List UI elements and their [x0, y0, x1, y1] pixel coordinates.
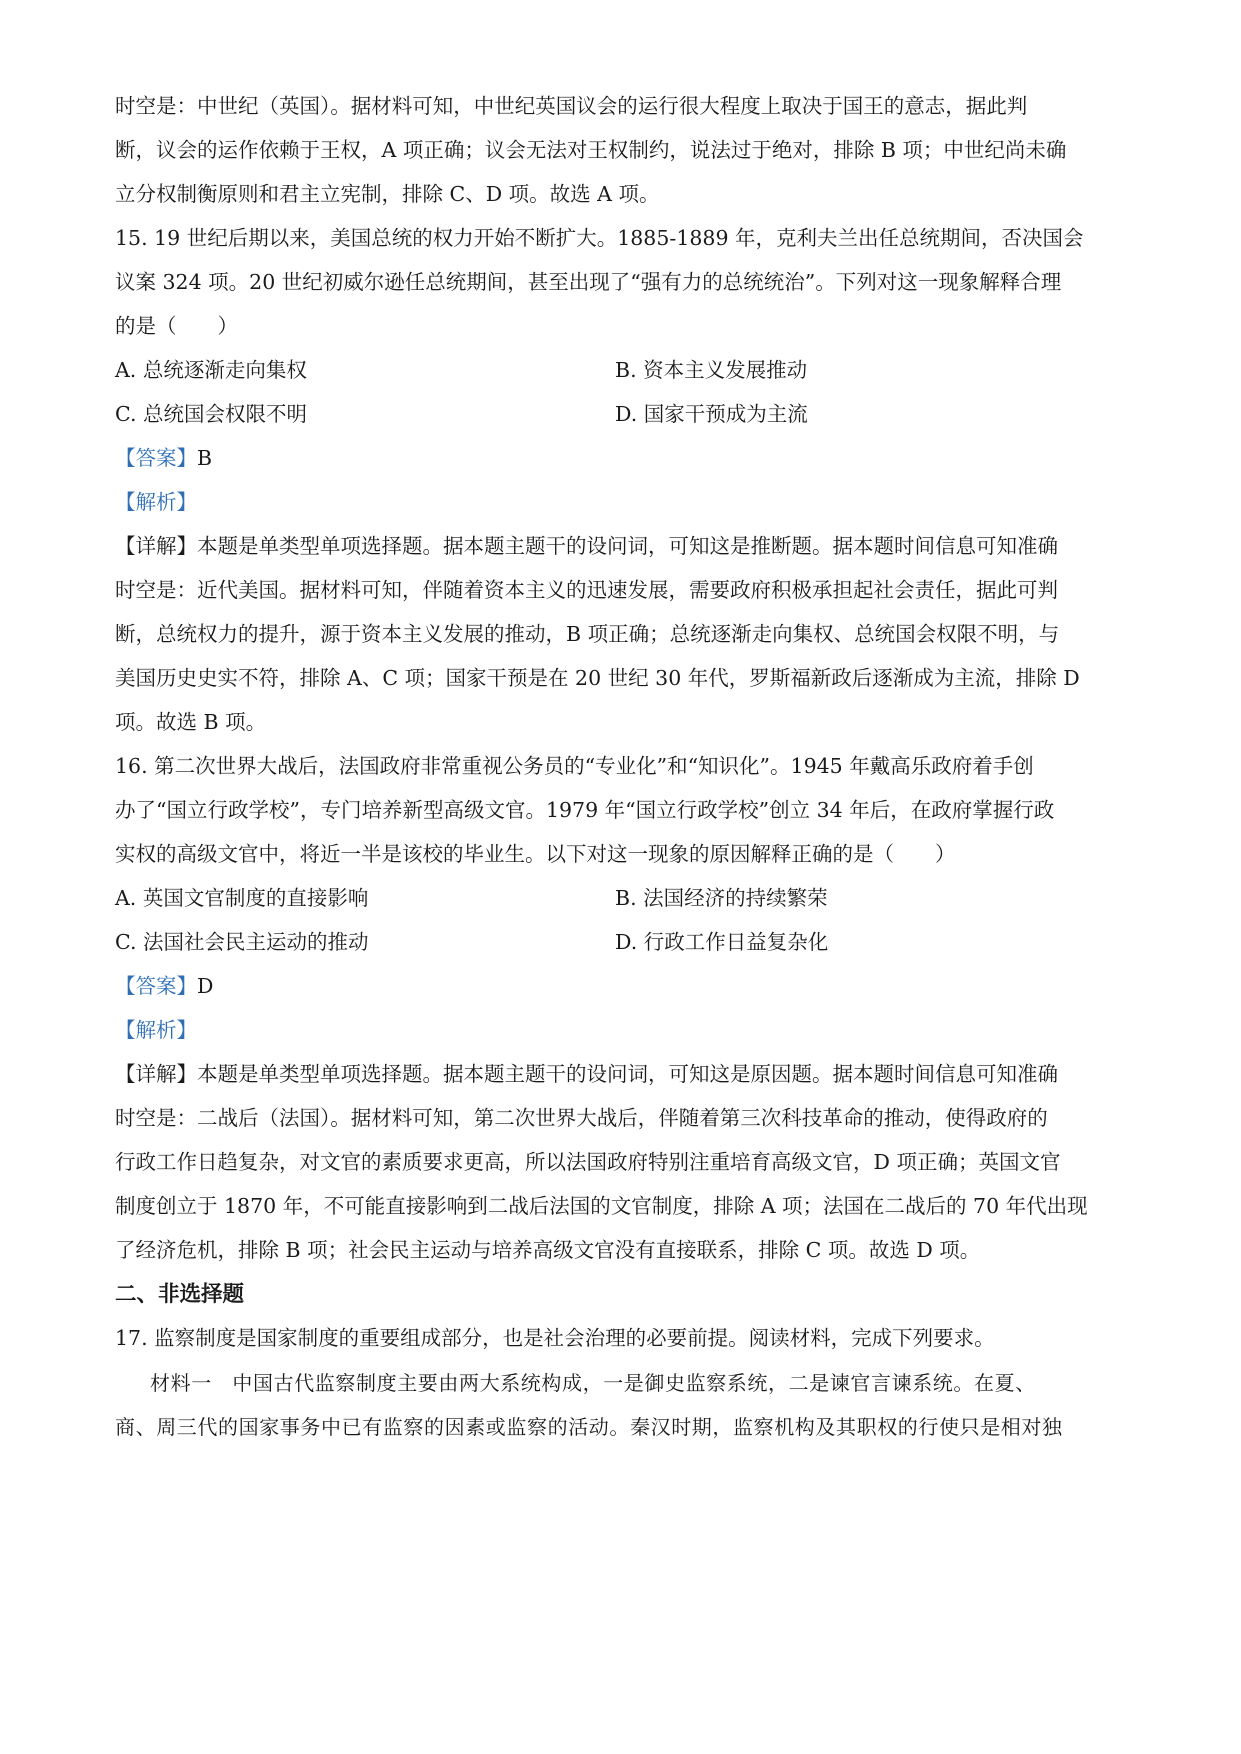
q15-detail-line: 美国历史史实不符，排除 A、C 项；国家干预是在 20 世纪 30 年代，罗斯福新政后逐渐成为主流，排除 D [115, 666, 1080, 690]
q15-option-c: C. 总统国会权限不明 [115, 402, 307, 426]
q15-stem-line: 议案 324 项。20 世纪初威尔逊任总统期间，甚至出现了“强有力的总统统治”。下列对这一现象解释合理 [115, 270, 1062, 294]
q16-option-b: B. 法国经济的持续繁荣 [615, 886, 828, 910]
q15-detail-line: 时空是：近代美国。据材料可知，伴随着资本主义的迅速发展，需要政府积极承担起社会责任，据此可判 [115, 578, 1058, 602]
detail-tag: 【详解】 [115, 1062, 197, 1086]
detail-text: 本题是单类型单项选择题。据本题主题干的设问词，可知这是原因题。据本题时间信息可知准确 [197, 1062, 1058, 1086]
q16-detail-line: 行政工作日趋复杂，对文官的素质要求更高，所以法国政府特别注重培育高级文官，D 项正确；英国文官 [115, 1150, 1061, 1174]
analysis-tag: 【解析】 [115, 490, 197, 514]
q15-analysis [115, 492, 197, 513]
q16-answer [115, 976, 213, 997]
q15-option-d: D. 国家干预成为主流 [615, 402, 808, 426]
q15-option-a: A. 总统逐渐走向集权 [115, 358, 307, 382]
q15-stem-line: 15. 19 世纪后期以来，美国总统的权力开始不断扩大。1885-1889 年，克利夫兰出任总统期间，否决国会 [115, 226, 1084, 250]
q15-answer [115, 448, 212, 469]
q14-detail-line: 立分权制衡原则和君主立宪制，排除 C、D 项。故选 A 项。 [115, 182, 660, 206]
q16-stem-line: 实权的高级文官中，将近一半是该校的毕业生。以下对这一现象的原因解释正确的是（ ） [115, 842, 956, 866]
answer-tag: 【答案】 [115, 974, 197, 998]
q15-option-b: B. 资本主义发展推动 [615, 358, 808, 382]
q16-detail-line: 制度创立于 1870 年，不可能直接影响到二战后法国的文官制度，排除 A 项；法国在二战后的 70 年代出现 [115, 1194, 1088, 1218]
q16-option-a: A. 英国文官制度的直接影响 [115, 886, 369, 910]
q16-detail-line: 时空是：二战后（法国）。据材料可知，第二次世界大战后，伴随着第三次科技革命的推动，使得政府的 [115, 1106, 1048, 1130]
answer-value: D [197, 974, 214, 998]
analysis-tag: 【解析】 [115, 1018, 197, 1042]
q16-detail-line [115, 1064, 1058, 1085]
q14-detail-line: 断，议会的运作依赖于王权，A 项正确；议会无法对王权制约，说法过于绝对，排除 B 项；中世纪尚未确 [115, 138, 1067, 162]
q16-option-c: C. 法国社会民主运动的推动 [115, 930, 369, 954]
q17-stem: 17. 监察制度是国家制度的重要组成部分，也是社会治理的必要前提。阅读材料，完成下列要求。 [115, 1326, 995, 1350]
q15-detail-line: 断，总统权力的提升，源于资本主义发展的推动，B 项正确；总统逐渐走向集权、总统国会权限不明，与 [115, 622, 1060, 646]
section-heading: 二、非选择题 [115, 1282, 245, 1307]
answer-tag: 【答案】 [115, 446, 197, 470]
q15-stem-line: 的是（ ） [115, 314, 238, 338]
q16-option-d: D. 行政工作日益复杂化 [615, 930, 829, 954]
q16-analysis [115, 1020, 197, 1041]
q17-material-line: 材料一 中国古代监察制度主要由两大系统构成，一是御史监察系统，二是谏官言谏系统。在夏、 [150, 1371, 1036, 1395]
q15-detail-line: 项。故选 B 项。 [115, 710, 267, 734]
detail-text: 本题是单类型单项选择题。据本题主题干的设问词，可知这是推断题。据本题时间信息可知准确 [197, 534, 1058, 558]
q14-detail-line: 时空是：中世纪（英国）。据材料可知，中世纪英国议会的运行很大程度上取决于国王的意志，据此判 [115, 94, 1028, 118]
q16-stem-line: 办了“国立行政学校”，专门培养新型高级文官。1979 年“国立行政学校”创立 34 年后，在政府掌握行政 [115, 798, 1055, 822]
answer-value: B [197, 446, 213, 470]
q16-stem-line: 16. 第二次世界大战后，法国政府非常重视公务员的“专业化”和“知识化”。1945 年戴高乐政府着手创 [115, 754, 1034, 778]
detail-tag: 【详解】 [115, 534, 197, 558]
q17-material-line: 商、周三代的国家事务中已有监察的因素或监察的活动。秦汉时期，监察机构及其职权的行使只是相对独 [115, 1415, 1063, 1439]
q16-detail-line: 了经济危机，排除 B 项；社会民主运动与培养高级文官没有直接联系，排除 C 项。故选 D 项。 [115, 1238, 981, 1262]
q15-detail-line [115, 536, 1058, 557]
